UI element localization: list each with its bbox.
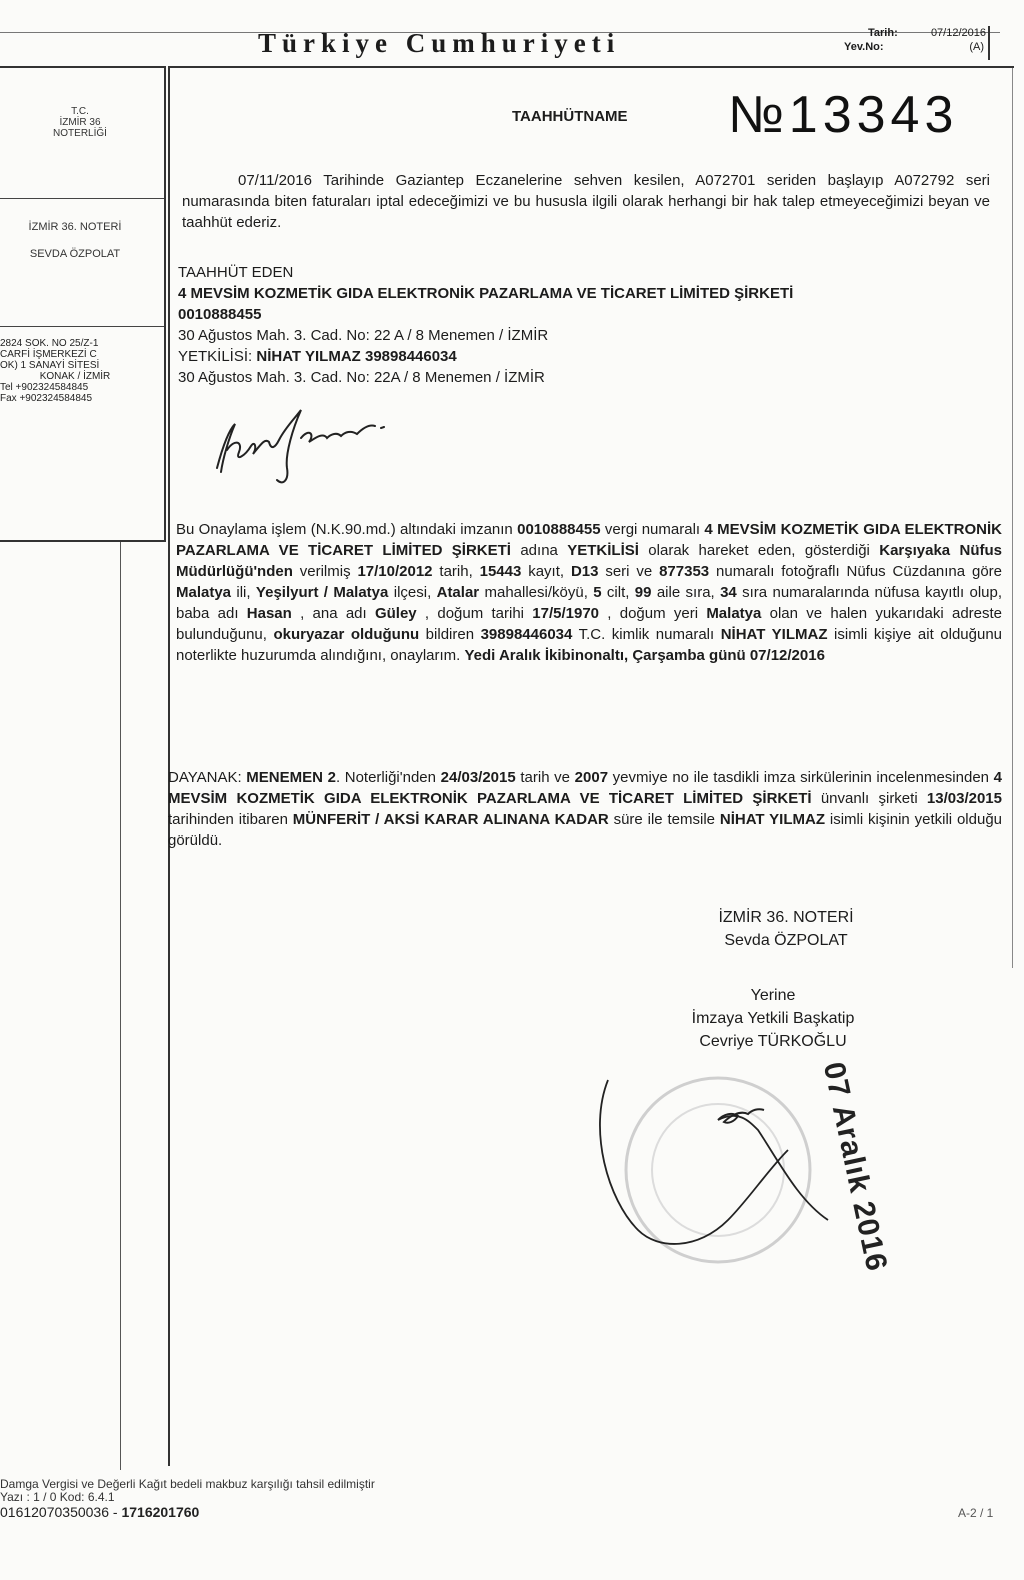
basis-bold: MÜNFERİT / AKSİ KARAR ALINANA KADAR bbox=[292, 811, 609, 828]
approval-text: verilmiş bbox=[292, 563, 358, 580]
authorized-line bbox=[178, 346, 998, 367]
on-behalf-label: Yerine bbox=[750, 987, 796, 1004]
approval-text: T.C. kimlik numaralı bbox=[572, 626, 721, 643]
approval-text: numaralı fotoğraflı Nüfus Cüzdanına göre bbox=[709, 563, 1002, 580]
authorized-label: YETKİLİSİ: bbox=[178, 348, 253, 365]
undertaker-label: TAAHHÜT EDEN bbox=[178, 264, 294, 281]
company-address: 30 Ağustos Mah. 3. Cad. No: 22 A / 8 Menemen / İZMİR bbox=[178, 327, 549, 344]
approval-bold: 34 bbox=[720, 584, 737, 601]
approval-text: ili, bbox=[231, 584, 256, 601]
approval-bold: 877353 bbox=[659, 563, 710, 580]
approval-text: vergi numaralı bbox=[600, 521, 705, 538]
frame-top-line bbox=[168, 66, 1014, 68]
approval-bold: Karşıyaka Nüfus Müdürlüğü'nden bbox=[176, 542, 1002, 580]
notary-sidebar bbox=[0, 66, 166, 542]
approval-text: sıra numaralarında nüfusa kayıtlı olup, baba adı bbox=[176, 584, 1003, 622]
date-stamp: 07 Aralık 2016 bbox=[816, 1059, 894, 1275]
office-line: İZMİR 36 bbox=[59, 117, 101, 128]
tax-number: 0010888455 bbox=[178, 306, 262, 323]
approval-text: cilt, bbox=[601, 584, 635, 601]
approval-bold: Malatya bbox=[176, 584, 232, 601]
address-line: KONAK / İZMİR bbox=[39, 371, 111, 382]
sidebar-divider bbox=[0, 198, 164, 199]
basis-bold: 2007 bbox=[574, 769, 609, 786]
footer-tax-note: Damga Vergisi ve Değerli Kağıt bedeli makbuz karşılığı tahsil edilmiştir bbox=[0, 1477, 375, 1491]
approval-text: olan ve halen yukarıdaki adreste bulunduğunu, bbox=[176, 605, 1003, 643]
basis-text: süre ile temsile bbox=[608, 811, 720, 828]
basis-bold: MENEMEN 2 bbox=[246, 769, 336, 786]
footer-reference bbox=[0, 1504, 375, 1520]
basis-bold: 4 MEVSİM KOZMETİK GIDA ELEKTRONİK PAZARLAMA VE TİCARET LİMİTED ŞİRKETİ bbox=[168, 769, 1002, 807]
basis-text: ünvanlı şirketi bbox=[811, 790, 927, 807]
approval-text: , doğum tarihi bbox=[416, 605, 533, 622]
document-number: №13343 bbox=[728, 86, 959, 144]
approval-bold: Yedi Aralık İkibinonaltı, Çarşamba günü 07/12/2016 bbox=[464, 647, 825, 664]
date-box bbox=[838, 26, 990, 60]
footer bbox=[0, 1478, 375, 1520]
office-line: NOTERLİĞİ bbox=[53, 128, 107, 139]
notary-line: İZMİR 36. NOTERİ bbox=[28, 221, 122, 233]
approval-text: ilçesi, bbox=[388, 584, 437, 601]
office-block bbox=[0, 106, 160, 139]
approval-text: adına bbox=[510, 542, 568, 559]
approval-bold: Malatya bbox=[706, 605, 762, 622]
approval-bold: Hasan bbox=[246, 605, 292, 622]
approval-bold: Güley bbox=[374, 605, 417, 622]
notary-address bbox=[0, 338, 150, 404]
approval-text: bildiren bbox=[419, 626, 481, 643]
address-line: 2824 SOK. NO 25/Z-1 bbox=[0, 338, 99, 349]
basis-text: . Noterliği'nden bbox=[335, 769, 441, 786]
approval-text: kayıt, bbox=[521, 563, 571, 580]
clerk-role: İmzaya Yetkili Başkatip bbox=[691, 1010, 855, 1027]
address-line: Tel +902324584845 bbox=[0, 382, 89, 393]
basis-paragraph bbox=[168, 767, 1002, 851]
notary-line: SEVDA ÖZPOLAT bbox=[29, 248, 121, 260]
approval-paragraph bbox=[176, 519, 1002, 666]
company-name: 4 MEVSİM KOZMETİK GIDA ELEKTRONİK PAZARLAMA VE TİCARET LİMİTED ŞİRKETİ bbox=[178, 285, 794, 302]
basis-bold: 13/03/2015 bbox=[926, 790, 1002, 807]
approval-bold: D13 bbox=[570, 563, 599, 580]
office-line: T.C. bbox=[71, 106, 89, 117]
notary-title: İZMİR 36. NOTERİ bbox=[718, 909, 854, 926]
clerk-signature-block bbox=[648, 984, 898, 1053]
reference-b: 1716201760 bbox=[121, 1504, 200, 1520]
approval-bold: 39898446034 bbox=[480, 626, 573, 643]
approval-bold: 17/10/2012 bbox=[357, 563, 433, 580]
handwritten-signature bbox=[205, 398, 405, 490]
authorized-value: NİHAT YILMAZ 39898446034 bbox=[256, 348, 457, 365]
undertaker-block bbox=[178, 262, 998, 388]
approval-text: tarih, bbox=[432, 563, 480, 580]
sidebar-divider bbox=[0, 326, 164, 327]
reference-separator: - bbox=[109, 1504, 122, 1520]
reference-a: 01612070350036 bbox=[0, 1504, 110, 1520]
basis-text: isimli kişinin yetkili olduğu görüldü. bbox=[168, 811, 1003, 849]
document-title: Türkiye Cumhuriyeti bbox=[258, 28, 621, 58]
authorized-address: 30 Ağustos Mah. 3. Cad. No: 22A / 8 Menemen / İZMİR bbox=[178, 369, 545, 386]
frame-right-line bbox=[1012, 68, 1013, 968]
notary-name: Sevda ÖZPOLAT bbox=[724, 932, 848, 949]
basis-label: DAYANAK: bbox=[168, 769, 242, 786]
approval-text: olarak hareket eden, gösterdiği bbox=[638, 542, 880, 559]
basis-bold: NİHAT YILMAZ bbox=[719, 811, 826, 828]
approval-text: seri ve bbox=[598, 563, 660, 580]
basis-text: tarihinden itibaren bbox=[168, 811, 293, 828]
approval-bold: 4 MEVSİM KOZMETİK GIDA ELEKTRONİK PAZARLAMA VE TİCARET LİMİTED ŞİRKETİ bbox=[176, 521, 1003, 559]
approval-text: aile sıra, bbox=[651, 584, 721, 601]
approval-bold: 0010888455 bbox=[517, 521, 601, 538]
basis-text: yevmiye no ile tasdikli imza sirkülerinin incelenmesinden bbox=[608, 769, 994, 786]
date-value: 07/12/2016 bbox=[930, 27, 986, 39]
frame-left-line bbox=[168, 66, 170, 1466]
approval-text: Bu Onaylama işlem (N.K.90.md.) altındaki imzanın bbox=[176, 521, 518, 538]
approval-text: , doğum yeri bbox=[599, 605, 707, 622]
clerk-name: Cevriye TÜRKOĞLU bbox=[699, 1033, 847, 1050]
approval-bold: 15443 bbox=[479, 563, 522, 580]
margin-line bbox=[120, 540, 121, 1470]
approval-bold: YETKİLİSİ bbox=[567, 542, 639, 559]
footer-code-line: Yazı : 1 / 0 Kod: 6.4.1 bbox=[0, 1490, 115, 1504]
approval-bold: 99 bbox=[634, 584, 652, 601]
document-heading: TAAHHÜTNAME bbox=[512, 108, 628, 125]
page-number: A-2 / 1 bbox=[958, 1506, 994, 1520]
approval-text: isimli kişiye ait olduğunu noterlikte huzurumda alındığını, onaylarım. bbox=[176, 626, 1003, 664]
date-label: Tarih: bbox=[868, 27, 898, 39]
notary-block bbox=[0, 214, 150, 268]
approval-bold: NİHAT YILMAZ bbox=[720, 626, 828, 643]
basis-text: tarih ve bbox=[515, 769, 575, 786]
approval-bold: 17/5/1970 bbox=[532, 605, 600, 622]
address-line: Fax +902324584845 bbox=[0, 393, 93, 404]
yev-label: Yev.No: bbox=[844, 41, 884, 53]
approval-bold: 5 bbox=[593, 584, 602, 601]
address-line: CARFİ İŞMERKEZİ C bbox=[0, 349, 97, 360]
approval-bold: okuryazar olduğunu bbox=[273, 626, 420, 643]
address-line: OK) 1 SANAYİ SİTESİ bbox=[0, 360, 100, 371]
yev-value: (A) bbox=[969, 41, 984, 53]
approval-text: , ana adı bbox=[291, 605, 375, 622]
undertaking-paragraph: 07/11/2016 Tarihinde Gaziantep Eczanelerine sehven kesilen, A072701 seriden başlayıp A072792 seri numarasında biten faturaları iptal edeceğimizi ve bu hususla ilgili olarak herhangi bir hak talep etmeyeceğimizi beyan ve taahhüt ederiz. bbox=[182, 172, 990, 231]
basis-bold: 24/03/2015 bbox=[440, 769, 516, 786]
approval-text: mahallesi/köyü, bbox=[479, 584, 594, 601]
approval-bold: Atalar bbox=[436, 584, 480, 601]
notary-signature-block bbox=[698, 906, 874, 952]
notary-seal bbox=[598, 1050, 838, 1290]
approval-bold: Yeşilyurt / Malatya bbox=[255, 584, 389, 601]
